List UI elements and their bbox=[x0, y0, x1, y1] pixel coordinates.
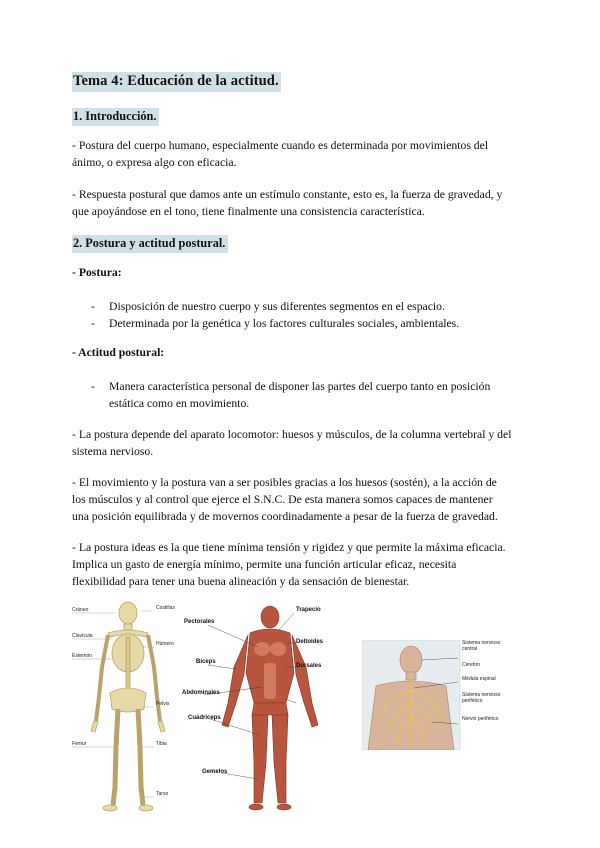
muscle-label: Bíceps bbox=[196, 659, 216, 665]
skeleton-label: Cráneo bbox=[72, 607, 89, 613]
paragraph-aparato-locomotor bbox=[72, 426, 530, 460]
text-line: Implica un gasto de energía mínimo, permite una función articular eficaz, necesita bbox=[72, 558, 457, 571]
skeleton-label: Pelvis bbox=[156, 701, 170, 707]
skeleton-figure bbox=[72, 597, 180, 815]
text-line: - El movimiento y la postura van a ser posibles gracias a los huesos (sostén), a la acción de bbox=[72, 476, 497, 489]
skeleton-label: Clavícula bbox=[72, 633, 93, 639]
text-line: una posición equilibrada y de movernos coordinadamente a pesar de la fuerza de gravedad. bbox=[72, 510, 498, 523]
nervous-system-figure bbox=[362, 640, 522, 750]
page-title: Tema 4: Educación de la actitud. bbox=[72, 72, 281, 92]
muscle-label: Abdominales bbox=[182, 690, 220, 696]
postura-label: - Postura: bbox=[72, 266, 122, 279]
text-line: Manera característica personal de disponer las partes del cuerpo tanto en posición bbox=[109, 380, 491, 393]
nervous-label: Nervio periférico bbox=[462, 716, 499, 722]
muscle-label: Cuádriceps bbox=[188, 715, 221, 721]
muscle-label: Dorsales bbox=[296, 663, 322, 669]
list-item: - Determinada por la genética y los factores culturales sociales, ambientales. bbox=[91, 315, 531, 332]
text-line: flexibilidad para tener una buena alineación y da sensación de bienestar. bbox=[72, 575, 410, 588]
muscle-label: Pectorales bbox=[184, 619, 215, 625]
nervous-label: Cerebro bbox=[462, 662, 481, 668]
nervous-label: Sistema nervioso periférico bbox=[462, 692, 501, 704]
list-item-text bbox=[109, 378, 531, 412]
section-heading-postura: 2. Postura y actitud postural. bbox=[72, 235, 228, 253]
skeleton-label: Tibia bbox=[156, 741, 167, 747]
muscle-label: Deltoides bbox=[296, 639, 324, 645]
list-item-text: Determinada por la genética y los factores culturales sociales, ambientales. bbox=[109, 317, 460, 330]
actitud-postural-label: - Actitud postural: bbox=[72, 346, 165, 359]
skeleton-label: Fémur bbox=[72, 741, 87, 747]
list-item-text: Disposición de nuestro cuerpo y sus diferentes segmentos en el espacio. bbox=[109, 300, 445, 313]
nervous-label: Sistema nervioso central bbox=[462, 640, 501, 652]
text-line: que apoyándose en el tono, tiene finalmente una consistencia característica. bbox=[72, 205, 425, 218]
muscle-label: Gemelos bbox=[202, 769, 228, 775]
muscles-figure bbox=[182, 603, 360, 815]
text-line: ánimo, o expresa algo con eficacia. bbox=[72, 156, 237, 169]
text-line: los músculos y al control que ejerce el S.N.C. De esta manera somos capaces de mantener bbox=[72, 493, 493, 506]
paragraph-postura-ideal bbox=[72, 539, 530, 590]
text-line: - Respuesta postural que damos ante un estímulo constante, esto es, la fuerza de gravedad, y bbox=[72, 188, 503, 201]
nervous-label: Médula espinal bbox=[462, 676, 496, 682]
text-line: sistema nervioso. bbox=[72, 445, 154, 458]
list-item: - Disposición de nuestro cuerpo y sus diferentes segmentos en el espacio. bbox=[91, 298, 531, 315]
text-line: - La postura ideas es la que tiene mínima tensión y rigidez y que permite la máxima eficacia. bbox=[72, 541, 506, 554]
skeleton-label: Tarso bbox=[156, 791, 169, 797]
text-line: - La postura depende del aparato locomotor: huesos y músculos, de la columna vertebral y del bbox=[72, 428, 512, 441]
skeleton-label: Esternón bbox=[72, 653, 93, 659]
muscles-illustration bbox=[182, 603, 360, 815]
text-line: - Postura del cuerpo humano, especialmente cuando es determinada por movimientos del bbox=[72, 139, 489, 152]
muscle-label: Trapecio bbox=[296, 607, 321, 613]
list-item: - Manera característica personal de disponer las partes del cuerpo tanto en posición estática como en movimiento. bbox=[91, 378, 531, 412]
text-line: estática como en movimiento. bbox=[109, 397, 250, 410]
section-heading-introduccion: 1. Introducción. bbox=[72, 108, 159, 126]
skeleton-label: Húmero bbox=[156, 641, 174, 647]
skeleton-label: Costillas bbox=[156, 605, 175, 611]
paragraph-intro-1 bbox=[72, 137, 530, 171]
paragraph-intro-2 bbox=[72, 186, 530, 220]
paragraph-movimiento bbox=[72, 474, 530, 525]
